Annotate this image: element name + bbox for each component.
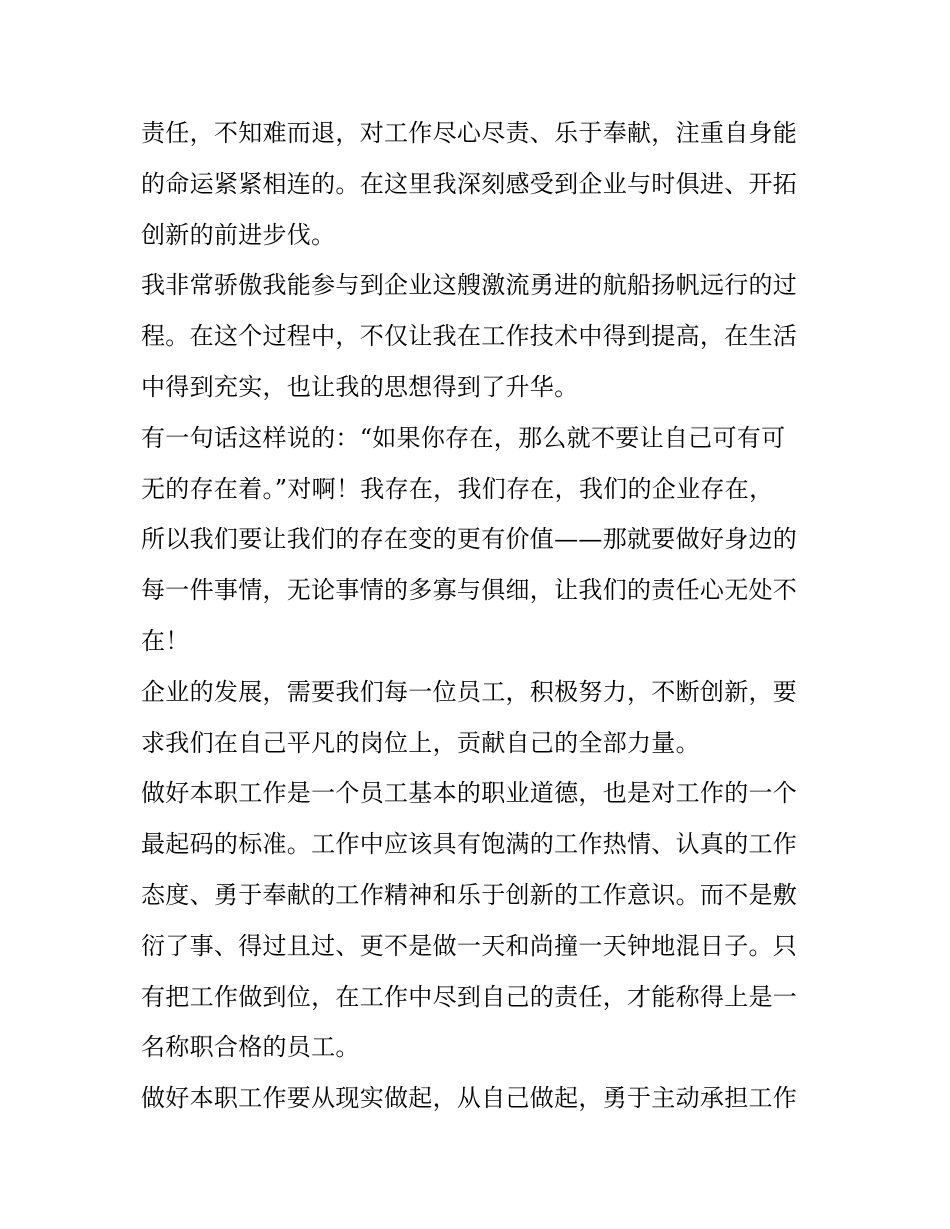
text-line: 的命运紧紧相连的。在这里我深刻感受到企业与时俱进、开拓 — [141, 169, 798, 198]
document-body — [141, 108, 811, 1124]
text-line: 做好本职工作要从现实做起，从自己做起，勇于主动承担工作 — [141, 1084, 798, 1113]
text-line: 名称职合格的员工。 — [141, 1033, 360, 1062]
text-line: 企业的发展，需要我们每一位员工，积极努力，不断创新，要 — [141, 677, 798, 706]
text-line: 态度、勇于奉献的工作精神和乐于创新的工作意识。而不是敷 — [141, 880, 798, 909]
text-line: 最起码的标准。工作中应该具有饱满的工作热情、认真的工作 — [141, 830, 798, 859]
text-line: 求我们在自己平凡的岗位上，贡献自己的全部力量。 — [141, 728, 700, 757]
text-line: 有一句话这样说的：“如果你存在，那么就不要让自己可有可 — [141, 423, 786, 452]
text-line: 创新的前进步伐。 — [141, 220, 336, 249]
text-line: 所以我们要让我们的存在变的更有价值——那就要做好身边的 — [141, 525, 798, 554]
text-line: 中得到充实，也让我的思想得到了升华。 — [141, 372, 579, 401]
text-line: 程。在这个过程中，不仅让我在工作技术中得到提高，在生活 — [141, 322, 798, 351]
text-line: 每一件事情，无论事情的多寡与俱细，让我们的责任心无处不 — [141, 576, 798, 605]
text-line: 我非常骄傲我能参与到企业这艘激流勇进的航船扬帆远行的过 — [141, 271, 798, 300]
text-line: 无的存在着。”对啊！我存在，我们存在，我们的企业存在， — [141, 474, 774, 503]
text-line: 衍了事、得过且过、更不是做一天和尚撞一天钟地混日子。只 — [141, 931, 798, 960]
text-line: 有把工作做到位，在工作中尽到自己的责任，才能称得上是一 — [141, 982, 798, 1011]
text-line: 做好本职工作是一个员工基本的职业道德，也是对工作的一个 — [141, 779, 798, 808]
text-line: 责任，不知难而退，对工作尽心尽责、乐于奉献，注重自身能 — [141, 119, 798, 147]
text-line: 在！ — [141, 626, 190, 655]
